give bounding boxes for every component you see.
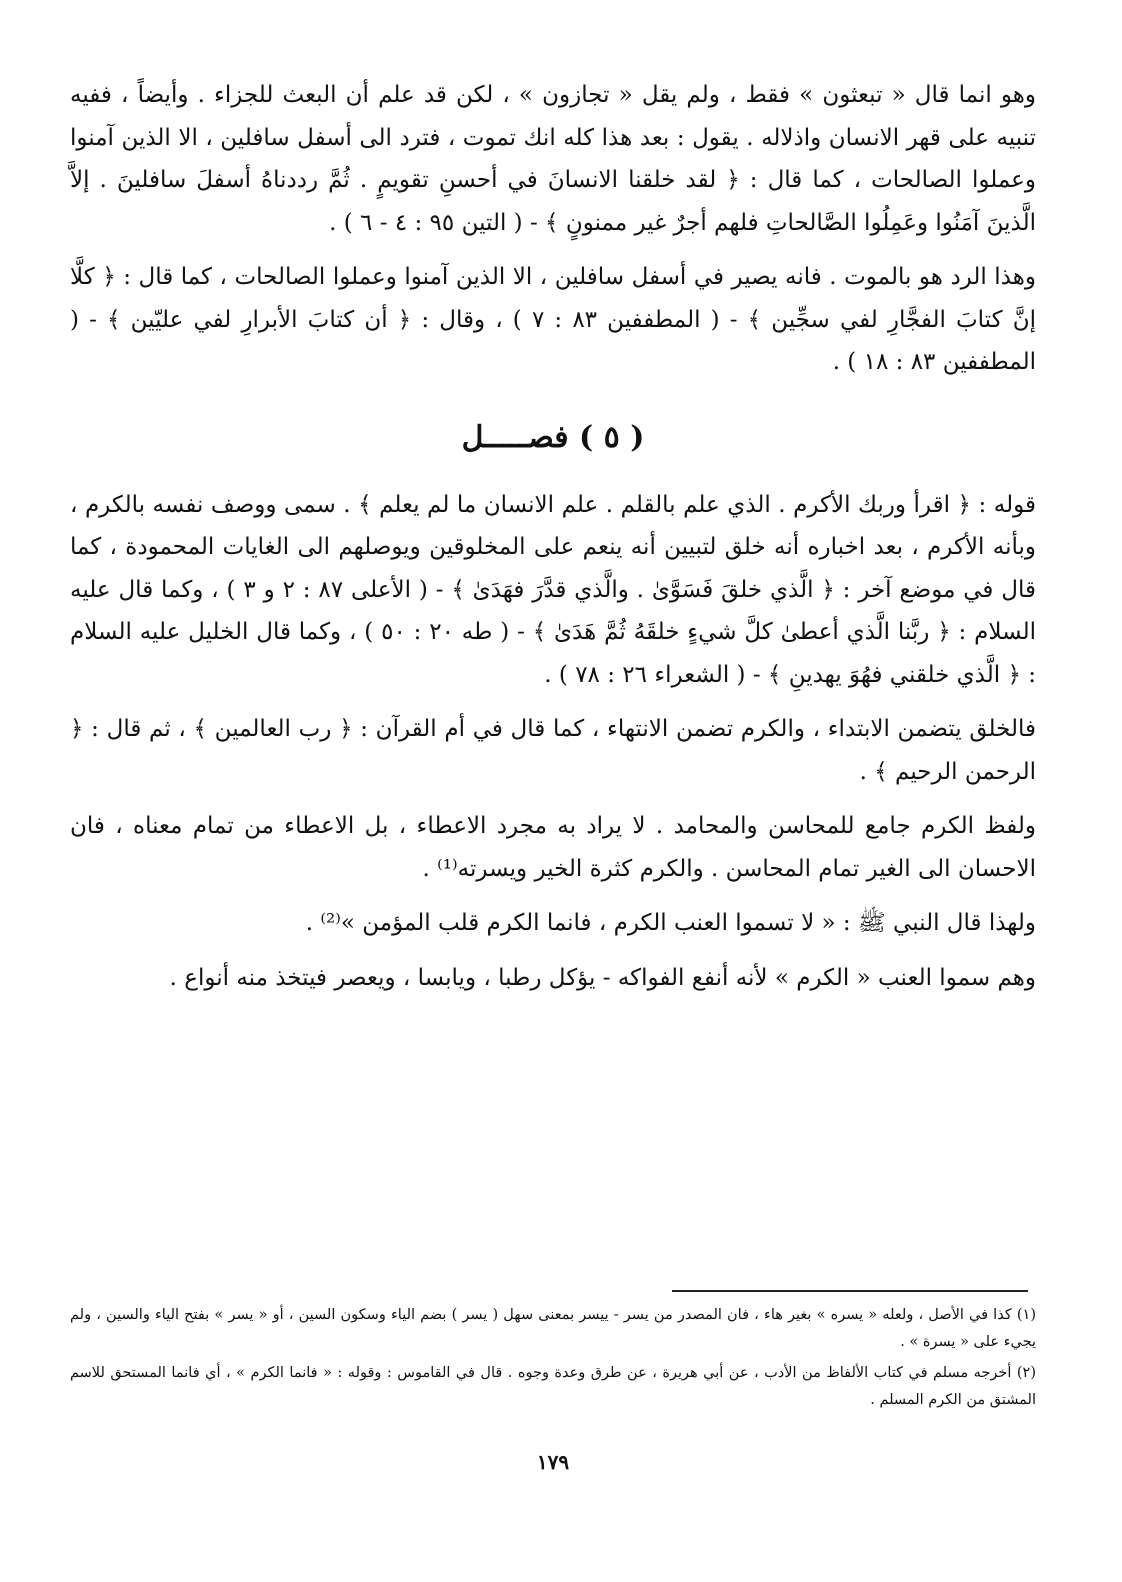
- body-paragraph-4: فالخلق يتضمن الابتداء ، والكرم تضمن الانتهاء ، كما قال في أم القرآن : ﴿ رب العالمين ﴾ ، ثم قال : ﴿ الرحمن الرحيم ﴾ .: [70, 716, 1036, 785]
- book-page: [70, 70, 1036, 1540]
- body-paragraph-1: وهو انما قال « تبعثون » فقط ، ولم يقل « تجازون » ، لكن قد علم أن البعث للجزاء . وأيضاً ، ففيه تنبيه على قهر الانسان واذلاله . يقول : بعد هذا كله انك تموت ، فترد الى أسفل سافلين ، الا الذين آمنوا وعملوا الصالحات ، كما قال : ﴿ لقد خلقنا الانسانَ في أحسنِ تقويمٍ . ثُمَّ رددناهُ أسفلَ سافلينَ . إلاَّ الَّذينَ آمَنُوا وعَمِلُوا الصَّالحاتِ فلهم أجرٌ غير ممنونٍ ﴾ - ( التين ٩٥ : ٤ - ٦ ) .: [70, 82, 1036, 236]
- body-paragraph-7: وهم سموا العنب « الكرم » لأنه أنفع الفواكه - يؤكل رطبا ، ويابسا ، ويعصر فيتخذ منه أنواع .: [169, 964, 1036, 991]
- footnote-1: (١) كذا في الأصل ، ولعله « يسره » بغير هاء ، فان المصدر من يسر - ييسر بمعنى سهل ( يسر ) بضم الياء وسكون السين ، أو « يسر » بفتح الياء والسين ، ولم يجيء على « يسرة » .: [70, 1307, 1036, 1350]
- section-heading-container: [70, 410, 1036, 476]
- body-paragraph-5: ولفظ الكرم جامع للمحاسن والمحامد . لا يراد به مجرد الاعطاء ، بل الاعطاء من تمام معناه ، فان الاحسان الى الغير تمام المحاسن . والكرم كثرة الخير ويسرته⁽¹⁾ .: [70, 813, 1036, 882]
- page-number: ١٧٩: [536, 1450, 570, 1474]
- body-paragraph-3: قوله : ﴿ اقرأ وربك الأكرم . الذي علم بالقلم . علم الانسان ما لم يعلم ﴾ . سمى ووصف نفسه بالكرم ، وبأنه الأكرم ، بعد اخباره أنه خلق لتبيين أنه ينعم على المخلوقين ويوصلهم الى الغايات المحمودة ، كما قال في موضع آخر : ﴿ الَّذي خلقَ فَسَوَّىٰ . والَّذي قدَّرَ فهَدَىٰ ﴾ - ( الأعلى ٨٧ : ٢ و ٣ ) ، وكما قال عليه السلام : ﴿ ربَّنا الَّذي أعطىٰ كلَّ شيءٍ خلقَهُ ثُمَّ هَدَىٰ ﴾ - ( طه ٢٠ : ٥٠ ) ، وكما قال الخليل عليه السلام : ﴿ الَّذي خلقني فهُوَ يهدينِ ﴾ - ( الشعراء ٢٦ : ٧٨ ) .: [70, 491, 1037, 688]
- body-paragraph-2: وهذا الرد هو بالموت . فانه يصير في أسفل سافلين ، الا الذين آمنوا وعملوا الصالحات ، كما قال : ﴿ كلَّا إنَّ كتابَ الفجَّارِ لفي سجِّين ﴾ - ( المطففين ٨٣ : ٧ ) ، وقال : ﴿ أن كتابَ الأبرارِ لفي عليّين ﴾ - ( المطففين ٨٣ : ١٨ ) .: [70, 264, 1036, 375]
- footnotes: [70, 1302, 1036, 1418]
- footnote-divider: [672, 1290, 1028, 1292]
- section-heading: ( ٥ ) فصـــــل: [461, 419, 645, 455]
- body-paragraph-6: ولهذا قال النبي ﷺ : « لا تسموا العنب الكرم ، فانما الكرم قلب المؤمن »⁽²⁾ .: [305, 910, 1036, 936]
- footnote-2: (٢) أخرجه مسلم في كتاب الألفاظ من الأدب ، عن أبي هريرة ، عن طرق وعدة وجوه . قال في القاموس : وقوله : « فانما الكرم » ، أي فانما المستحق للاسم المشتق من الكرم المسلم .: [70, 1365, 1036, 1408]
